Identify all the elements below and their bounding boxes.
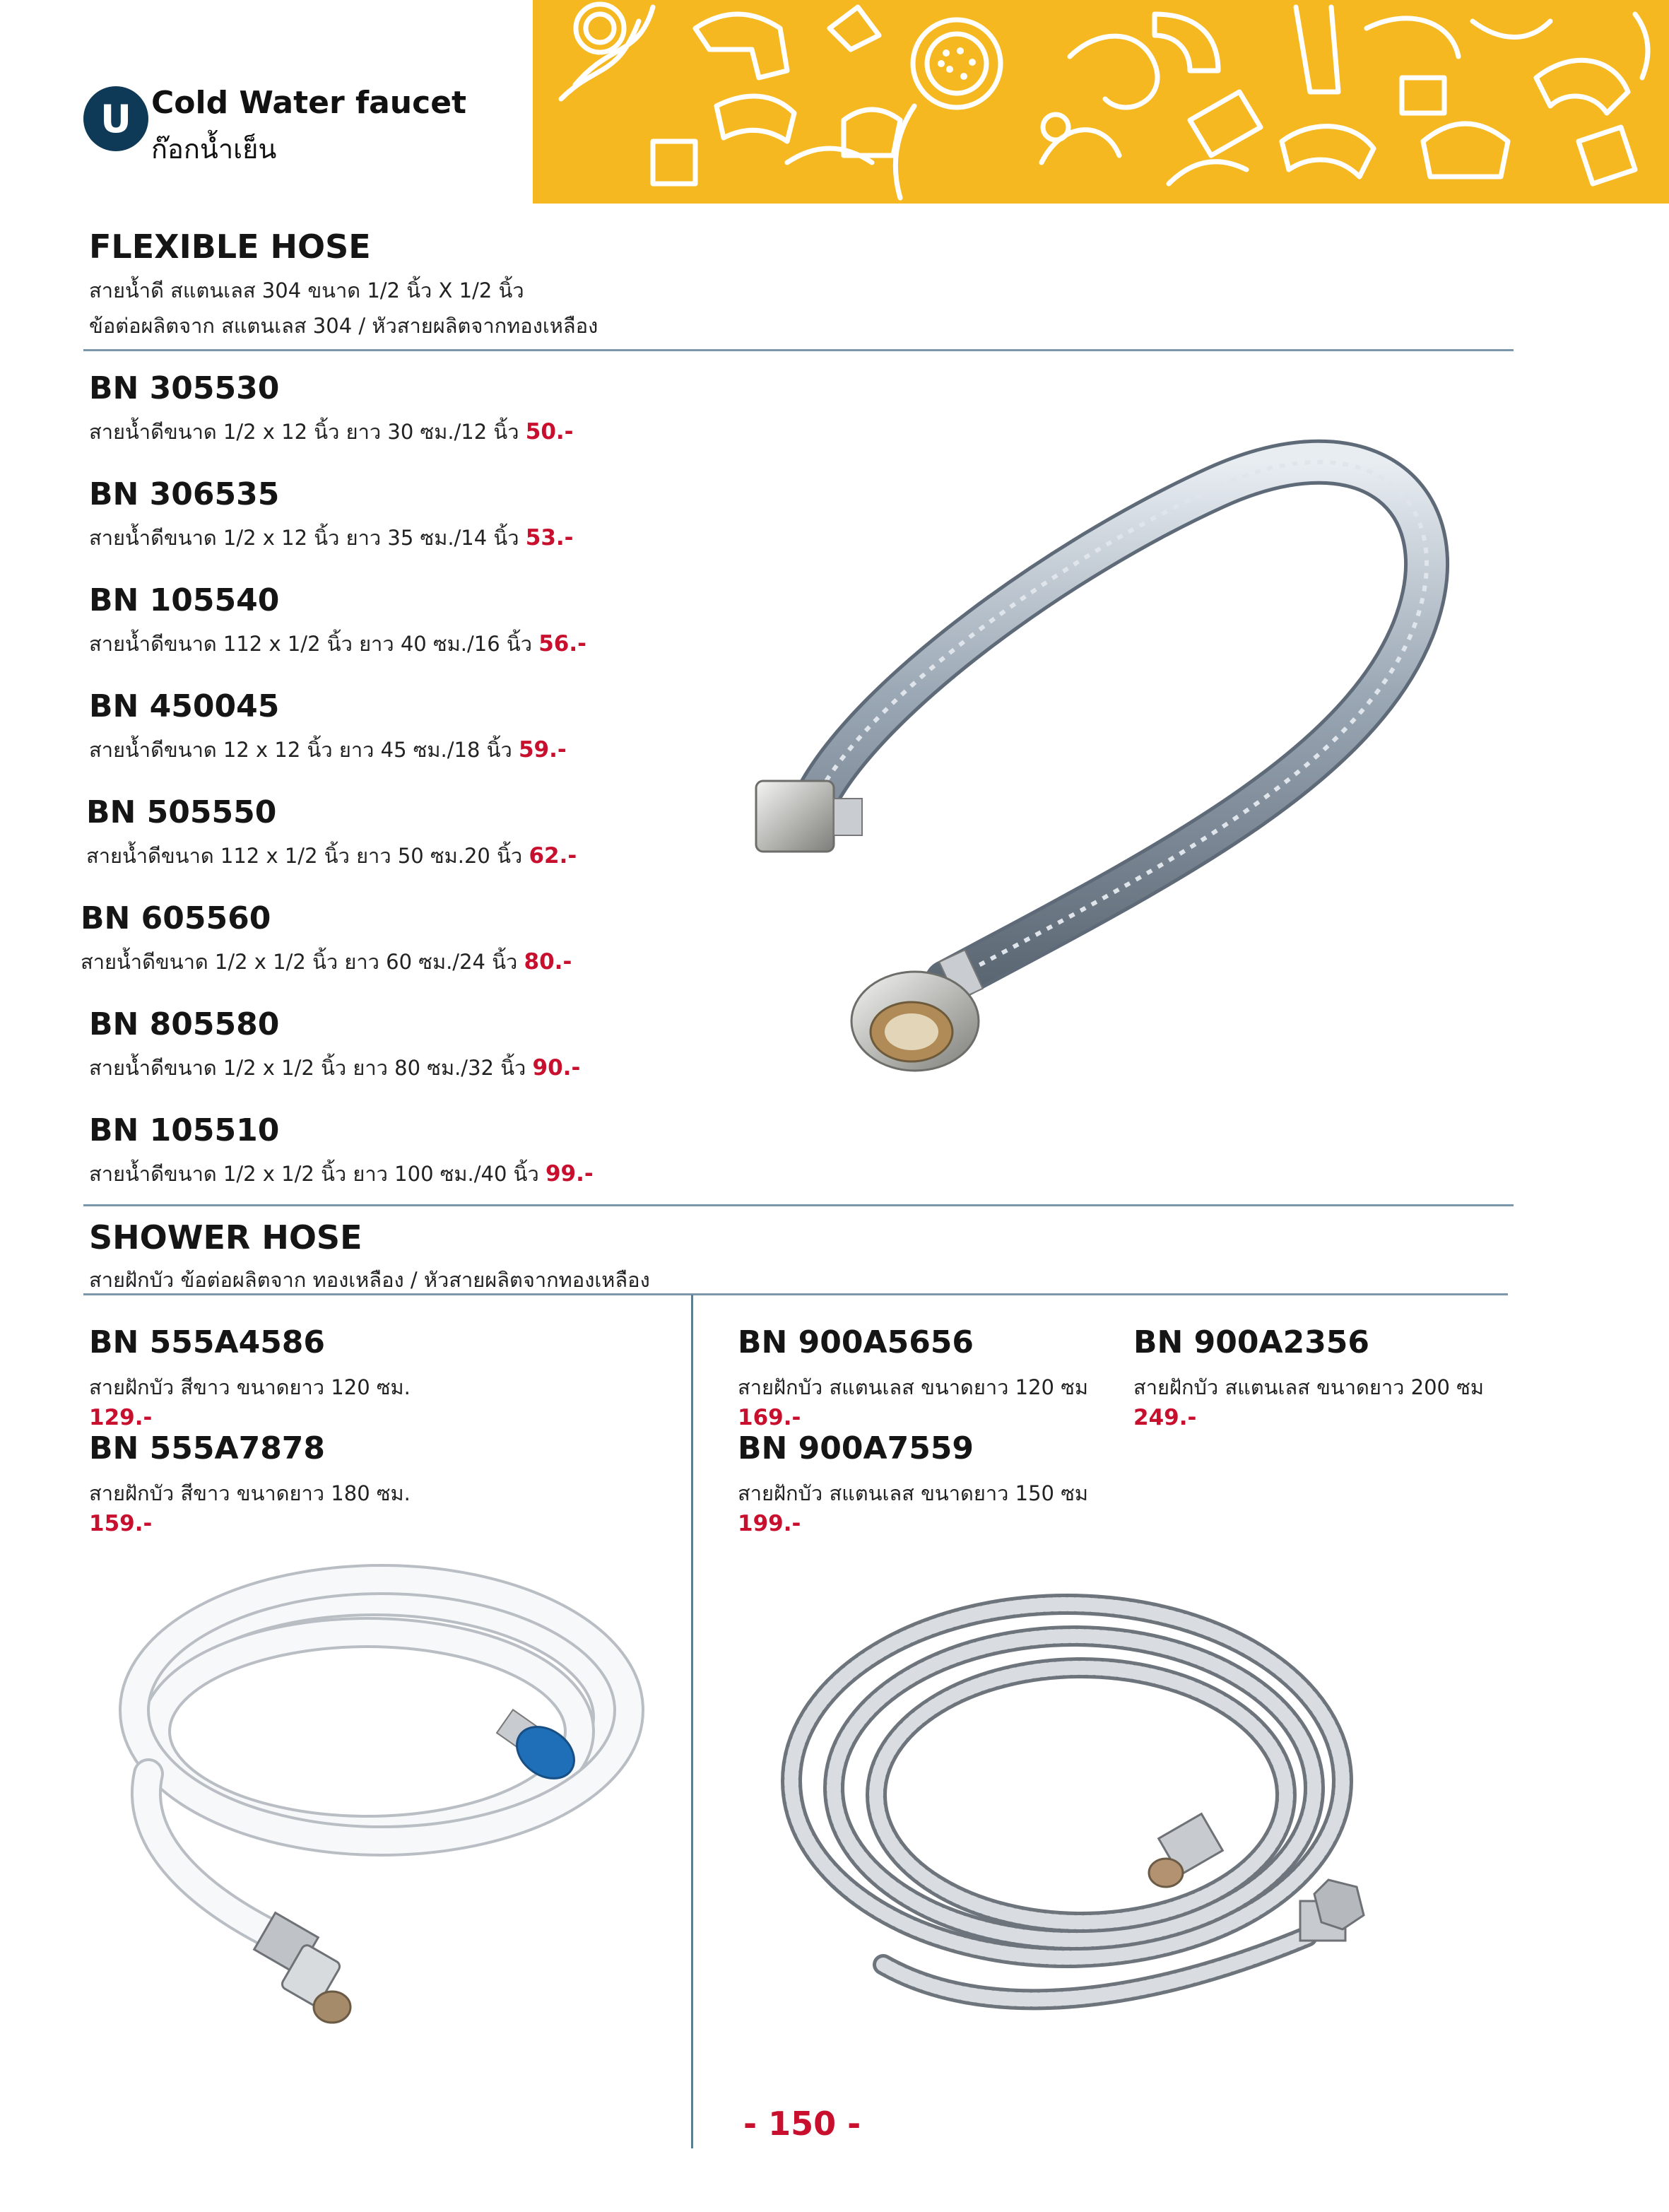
product-code: BN 555A4586 <box>89 1324 326 1360</box>
braided-hose-illustration <box>735 396 1526 1102</box>
product-code: BN 900A7559 <box>738 1430 974 1466</box>
product-code: BN 305530 <box>89 370 280 406</box>
product-desc: สายน้ำดีขนาด 1/2 x 1/2 นิ้ว ยาว 60 ซม./24 นิ้ว 80.- <box>81 949 572 975</box>
product-desc: สายฝักบัว สแตนเลส ขนาดยาว 150 ซม <box>738 1481 1089 1505</box>
product-price: 249.- <box>1133 1405 1197 1430</box>
product-price: 169.- <box>738 1405 801 1430</box>
column-divider <box>691 1295 693 2148</box>
white-hose-illustration <box>106 1541 657 2092</box>
product-price: 50.- <box>525 419 574 445</box>
product-desc: สายน้ำดีขนาด 112 x 1/2 นิ้ว ยาว 40 ซม./16 นิ้ว 56.- <box>89 631 586 657</box>
section-desc-line1: สายน้ำดี สแตนเลส 304 ขนาด 1/2 นิ้ว X 1/2 นิ้ว <box>89 278 524 302</box>
product-desc: สายน้ำดีขนาด 1/2 x 1/2 นิ้ว ยาว 80 ซม./32 นิ้ว 90.- <box>89 1055 581 1081</box>
section-divider <box>83 349 1514 351</box>
product-code: BN 900A5656 <box>738 1324 974 1360</box>
category-badge: U <box>83 86 148 151</box>
decorative-banner <box>533 0 1669 204</box>
product-desc: สายฝักบัว สแตนเลส ขนาดยาว 120 ซม <box>738 1375 1089 1399</box>
product-code: BN 105510 <box>89 1112 280 1148</box>
product-desc: สายฝักบัว สีขาว ขนาดยาว 120 ซม. <box>89 1375 411 1399</box>
flexible-hose-image <box>735 396 1526 1102</box>
product-desc: สายน้ำดีขนาด 1/2 x 1/2 นิ้ว ยาว 100 ซม./40 นิ้ว 99.- <box>89 1161 594 1187</box>
product-price: 62.- <box>529 843 577 869</box>
product-code: BN 450045 <box>89 688 280 724</box>
section-title-flexible-hose: FLEXIBLE HOSE <box>89 228 371 266</box>
product-desc: สายน้ำดีขนาด 112 x 1/2 นิ้ว ยาว 50 ซม.20 นิ้ว 62.- <box>86 843 577 869</box>
product-desc: สายฝักบัว สีขาว ขนาดยาว 180 ซม. <box>89 1481 411 1505</box>
section-desc-line2: ข้อต่อผลิตจาก สแตนเลส 304 / หัวสายผลิตจากทองเหลือง <box>89 314 598 338</box>
product-code: BN 555A7878 <box>89 1430 326 1466</box>
white-shower-hose-image <box>106 1541 657 2092</box>
faucet-pattern-illustration <box>533 0 1669 204</box>
product-code: BN 306535 <box>89 476 280 512</box>
product-price: 199.- <box>738 1511 801 1536</box>
product-price: 53.- <box>525 525 574 551</box>
product-code: BN 505550 <box>86 794 277 830</box>
product-price: 59.- <box>518 737 567 763</box>
section-title-shower-hose: SHOWER HOSE <box>89 1218 362 1257</box>
product-price: 90.- <box>532 1055 581 1081</box>
product-code: BN 900A2356 <box>1133 1324 1370 1360</box>
product-price: 80.- <box>524 949 572 975</box>
section-divider <box>83 1204 1514 1206</box>
product-price: 99.- <box>545 1161 594 1187</box>
stainless-shower-hose-image <box>770 1569 1406 2106</box>
section-divider <box>83 1293 1508 1295</box>
product-price: 159.- <box>89 1511 153 1536</box>
stainless-hose-illustration <box>770 1569 1406 2106</box>
product-desc: สายน้ำดีขนาด 1/2 x 12 นิ้ว ยาว 35 ซม./14 นิ้ว 53.- <box>89 525 574 551</box>
product-code: BN 105540 <box>89 582 280 618</box>
category-title-en: Cold Water faucet <box>151 85 467 121</box>
product-desc: สายน้ำดีขนาด 1/2 x 12 นิ้ว ยาว 30 ซม./12 นิ้ว 50.- <box>89 419 574 445</box>
product-code: BN 805580 <box>89 1006 280 1042</box>
section-desc: สายฝักบัว ข้อต่อผลิตจาก ทองเหลือง / หัวสายผลิตจากทองเหลือง <box>89 1268 650 1292</box>
page-number: - 150 - <box>743 2105 861 2143</box>
product-code: BN 605560 <box>81 900 271 936</box>
product-price: 56.- <box>538 631 586 657</box>
product-desc: สายน้ำดีขนาด 12 x 12 นิ้ว ยาว 45 ซม./18 นิ้ว 59.- <box>89 737 567 763</box>
category-title-th: ก๊อกน้ำเย็น <box>151 134 277 165</box>
product-price: 129.- <box>89 1405 153 1430</box>
product-desc: สายฝักบัว สแตนเลส ขนาดยาว 200 ซม <box>1133 1375 1485 1399</box>
